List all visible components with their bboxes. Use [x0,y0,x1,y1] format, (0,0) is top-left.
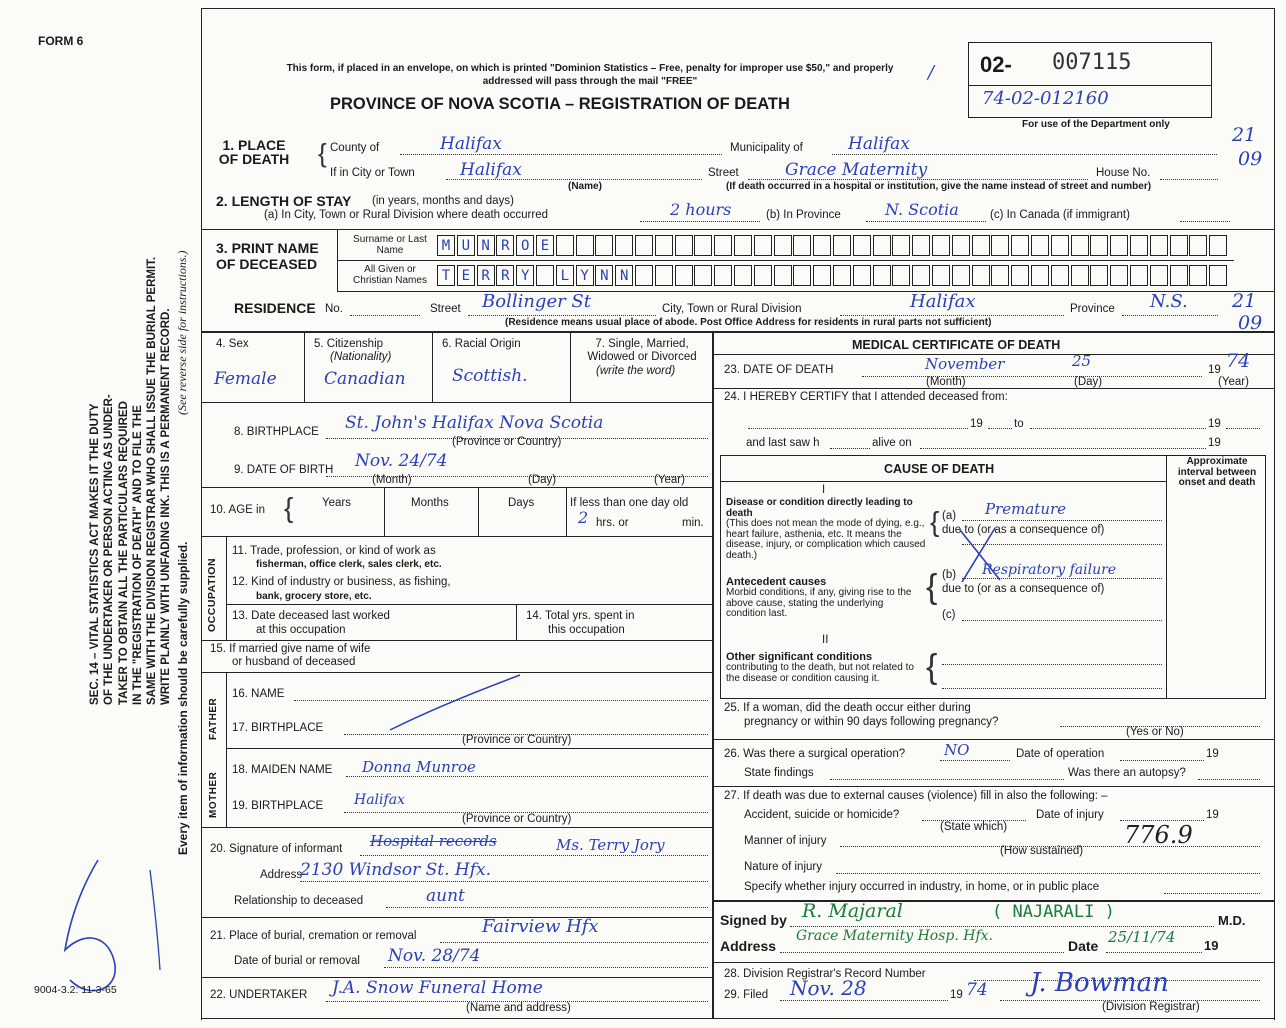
surname-letter-box[interactable] [1090,235,1108,256]
given-label: All Given or Christian Names [353,264,427,286]
surname-letter-box[interactable] [1011,235,1029,256]
undertaker-value[interactable]: J.A. Snow Funeral Home [332,978,543,998]
stay-b-value[interactable]: N. Scotia [885,200,959,219]
cause-b-value[interactable]: Respiratory failure [982,562,1117,578]
surgery-value[interactable]: NO [944,741,970,759]
physician-signature[interactable]: R. Majaral [802,900,903,922]
state-which-sub: (State which) [940,821,1008,833]
surname-letter-box[interactable] [714,235,732,256]
sec14-notice: SEC. 14 – VITAL STATISTICS ACT MAKES IT THE DUTY OF THE UNDERTAKER OR PERSON ACTING AS UNDER- TAKER TO OBTAIN ALL THE PARTICULARS REQUIRED IN THE "REGISTRATION OF DEATH" AND TO FILE THE SAME WITH THE DIVISION REGISTRAR WHO SHALL ISSUE THE BURIAL PERMIT. WRITE PLAINLY WITH UNFADING INK. THIS IS A PERMANENT RECORD. [89,256,173,705]
q26-label: 26. Was there a surgical operation? [724,748,906,760]
q25-label: 25. If a woman, did the death occur either during [724,702,971,714]
reverse-instructions: (See reverse side for instructions.) [175,250,189,415]
informant-address-label: Address [260,869,303,881]
surname-letter-box[interactable]: M [437,235,455,256]
q27-label: 27. If death was due to external causes (violence) fill in also the following: – [724,790,1108,802]
surname-letter-box[interactable] [853,235,871,256]
given-name-letter-box[interactable] [1189,265,1207,286]
surname-letter-box[interactable] [556,235,574,256]
street-label: Street [708,167,739,179]
alive-on-19: 19 [1208,437,1221,449]
brace-icon: { [318,138,327,168]
given-name-letter-box[interactable] [536,265,554,286]
city-label: If in City or Town [330,167,415,179]
autopsy-label: Was there an autopsy? [1068,767,1186,779]
hospital-note: (If death occurred in a hospital or institution, give the name instead of street and number) [726,181,1152,192]
cause-a-label: (a) [942,510,957,522]
father-side-label: FATHER [208,697,219,740]
surname-letter-box[interactable] [774,235,792,256]
q17-label: 17. BIRTHPLACE [232,722,324,734]
margin-scribble [40,830,180,1000]
name-note: (Name) [568,181,602,192]
surname-letter-box[interactable] [635,235,653,256]
occupation-side-label: OCCUPATION [206,557,218,632]
dept-use-note: For use of the Department only [1022,119,1170,130]
citizenship-label: 5. Citizenship [314,338,384,350]
attended-to: to [1014,418,1024,430]
age-days-label: Days [508,497,535,509]
given-name-letter-box[interactable] [991,265,1009,286]
every-item-notice: Every item of information should be carefully supplied. [176,541,190,855]
residence-city-label: City, Town or Rural Division [662,303,802,315]
informant-signature[interactable]: Ms. Terry Jory [556,836,665,854]
death-year-prefix: 19 [1208,364,1221,376]
q14-sub: this occupation [548,624,625,636]
surname-letter-box[interactable] [655,235,673,256]
mother-prov-sub: (Province or Country) [462,813,572,825]
given-name-letter-box[interactable] [912,265,930,286]
given-name-letter-box[interactable]: E [457,265,475,286]
strike-line [380,670,530,740]
q20-label: 20. Signature of informant [210,843,343,855]
q12-label: 12. Kind of industry or business, as fishing, [232,576,451,588]
surname-letter-box[interactable] [1051,235,1069,256]
q15-sub: or husband of deceased [232,656,356,668]
death-day-sub: (Day) [1074,376,1103,388]
municipality-value[interactable]: Halifax [848,134,910,154]
cause-code: 776.9 [1124,821,1193,849]
given-name-letter-box[interactable] [1071,265,1089,286]
given-name-letter-box[interactable] [1031,265,1049,286]
q19-label: 19. BIRTHPLACE [232,800,324,812]
medical-title: MEDICAL CERTIFICATE OF DEATH [852,338,1061,352]
given-name-letter-box[interactable] [932,265,950,286]
given-name-letter-box[interactable] [1150,265,1168,286]
due-to-a: due to (or as a consequence of) [942,524,1105,536]
accident-label: Accident, suicide or homicide? [744,809,900,821]
surname-letter-box[interactable] [932,235,950,256]
residence-no-label: No. [325,303,343,315]
age-hours-value[interactable]: 2 [578,508,589,527]
alive-on-label: alive on [872,437,912,449]
surname-letter-box[interactable] [1189,235,1207,256]
q25-sub: pregnancy or within 90 days following pregnancy? [744,716,999,728]
surname-letter-box[interactable]: U [457,235,475,256]
sign-date[interactable]: 25/11/74 [1108,928,1176,946]
last-saw-label: and last saw h [746,437,820,449]
surname-letter-box[interactable] [952,235,970,256]
given-name-letter-box[interactable] [972,265,990,286]
stay-c-label: (c) In Canada (if immigrant) [990,209,1130,221]
given-name-letter-box[interactable] [1011,265,1029,286]
given-name-letter-box[interactable]: R [477,265,495,286]
surname-letter-box[interactable] [813,235,831,256]
q13-label: 13. Date deceased last worked [232,610,390,622]
street-value[interactable]: Grace Maternity [785,160,928,180]
cause-b-label: (b) [942,569,957,581]
q12-sub: bank, grocery store, etc. [256,591,372,602]
cause-c-label: (c) [942,609,956,621]
stay-a-label: (a) In City, Town or Rural Division where death occurred [264,209,548,221]
filed-year[interactable]: 74 [966,980,988,1000]
citizenship-value[interactable]: Canadian [324,369,406,389]
county-label: County of [330,142,380,154]
reg-prefix: 02- [980,52,1012,77]
brace-icon: { [930,506,940,537]
given-name-letter-box[interactable] [853,265,871,286]
dob-label: 9. DATE OF BIRTH [234,464,334,476]
roman-two: II [822,634,829,646]
age-months-label: Months [411,497,449,509]
given-name-letter-box[interactable] [892,265,910,286]
place-of-death-label: 1. PLACE OF DEATH [218,137,290,167]
surname-letter-box[interactable] [972,235,990,256]
burial-date-label: Date of burial or removal [234,955,360,967]
manner-label: Manner of injury [744,835,827,847]
surname-letter-box[interactable] [991,235,1009,256]
antecedent-label: Antecedent causes [726,576,827,588]
less-day-label: If less than one day old [570,497,689,509]
given-name-letter-box[interactable] [1170,265,1188,286]
surname-letter-box[interactable]: O [516,235,534,256]
sex-value[interactable]: Female [214,369,277,389]
surname-letter-box[interactable] [576,235,594,256]
municipality-label: Municipality of [730,142,803,154]
surname-letter-box[interactable] [1150,235,1168,256]
q23-label: 23. DATE OF DEATH [724,364,834,376]
given-name-letter-box[interactable] [635,265,653,286]
surname-letter-box[interactable]: R [496,235,514,256]
q28-label: 28. Division Registrar's Record Number [724,968,926,980]
form-title: PROVINCE OF NOVA SCOTIA – REGISTRATION OF DEATH [330,95,790,113]
residence-city-value[interactable]: Halifax [910,291,976,312]
margin-code: 09 [1238,312,1263,334]
given-name-letter-box[interactable]: Y [576,265,594,286]
min-label: min. [682,517,704,529]
informant-struck[interactable]: Hospital records [370,832,497,850]
maiden-name-value[interactable]: Donna Munroe [362,758,476,776]
surname-letter-box[interactable] [1031,235,1049,256]
given-name-letter-box[interactable] [714,265,732,286]
relation-value[interactable]: aunt [426,886,465,906]
sign-19: 19 [1204,938,1219,953]
residence-street-value[interactable]: Bollinger St [482,291,591,312]
physician-address-label: Address [720,938,777,954]
given-name-letter-box[interactable] [793,265,811,286]
q29-label: 29. Filed [724,989,769,1001]
filed-19: 19 [950,989,963,1001]
q11-sub: fisherman, office clerk, sales clerk, etc. [256,559,442,570]
check-mark: / [928,62,935,83]
birthplace-sub: (Province or Country) [452,436,562,448]
given-name-letter-box[interactable] [655,265,673,286]
surname-letter-box[interactable] [615,235,633,256]
q14-label: 14. Total yrs. spent in [526,610,635,622]
signed-by-label: Signed by [720,912,787,928]
city-value[interactable]: Halifax [460,160,522,180]
stay-units: (in years, months and days) [372,195,514,207]
birthplace-label: 8. BIRTHPLACE [234,426,319,438]
how-sustained-sub: (How sustained) [1000,845,1084,857]
operation-19: 19 [1206,748,1219,760]
given-name-letter-box[interactable] [833,265,851,286]
given-name-letter-box[interactable]: N [615,265,633,286]
given-name-letter-box[interactable] [1110,265,1128,286]
racial-label: 6. Racial Origin [442,338,521,350]
given-name-letter-box[interactable] [675,265,693,286]
death-month[interactable]: November [925,355,1005,373]
nature-label: Nature of injury [744,861,822,873]
undertaker-sub: (Name and address) [466,1002,571,1014]
q13-sub: at this occupation [256,624,346,636]
surname-letter-box[interactable] [912,235,930,256]
other-conditions-note: contributing to the death, but not related to the disease or condition causing it. [726,662,914,684]
q18-label: 18. MAIDEN NAME [232,764,333,776]
margin-code: 21 [1232,124,1257,146]
racial-value[interactable]: Scottish. [452,366,528,386]
state-findings-label: State findings [744,767,814,779]
form-number: FORM 6 [38,34,84,48]
q22-label: 22. UNDERTAKER [210,989,308,1001]
stay-b-label: (b) In Province [766,209,841,221]
given-name-letter-box[interactable] [813,265,831,286]
brace-icon: { [284,492,294,523]
brace-icon: { [926,648,938,686]
surname-letter-box[interactable] [873,235,891,256]
mail-notice: This form, if placed in an envelope, on which is printed "Dominion Statistics – Free, penalty for improper use $50," and properly addressed will pass through the mail "FREE" [286,63,894,87]
attended-to-19: 19 [1208,418,1221,430]
mother-birthplace-value[interactable]: Halifax [354,792,405,808]
given-name-letter-box[interactable] [694,265,712,286]
citizenship-sub: (Nationality) [330,351,392,363]
surname-letter-box[interactable] [1071,235,1089,256]
given-name-letter-box[interactable]: R [496,265,514,286]
given-name-letter-box[interactable]: T [437,265,455,286]
antecedent-note: Morbid conditions, if any, giving rise to the above cause, stating the underlying condition last. [726,587,912,619]
direct-cause-label: Disease or condition directly leading to death [726,497,913,519]
q11-label: 11. Trade, profession, or kind of work as [232,545,436,557]
age-label: 10. AGE in [210,504,265,516]
cause-strike-mark [950,520,1010,590]
surname-letter-box[interactable] [1110,235,1128,256]
cause-a-value[interactable]: Premature [985,500,1067,518]
sign-date-label: Date [1068,938,1099,954]
given-name-letter-box[interactable] [1209,265,1227,286]
given-name-letter-box[interactable] [1130,265,1148,286]
death-year-sub: (Year) [1218,376,1249,388]
surname-letter-box[interactable] [1209,235,1227,256]
given-name-letter-box[interactable] [1090,265,1108,286]
length-of-stay-label: 2. LENGTH OF STAY [216,193,352,209]
dob-day-sub: (Day) [528,474,557,486]
given-name-letter-box[interactable] [1051,265,1069,286]
registrar-signature[interactable]: J. Bowman [1030,968,1169,998]
burial-date[interactable]: Nov. 28/74 [388,946,481,966]
md-label: M.D. [1218,913,1246,928]
father-prov-sub: (Province or Country) [462,734,572,746]
death-day[interactable]: 25 [1072,352,1092,370]
mother-side-label: MOTHER [208,771,219,818]
surname-letter-box[interactable] [595,235,613,256]
surname-letter-box[interactable] [754,235,772,256]
given-name-letter-box[interactable]: Y [516,265,534,286]
q24-label: 24. I HEREBY CERTIFY that I attended deceased from: [724,391,1008,403]
registrar-label: (Division Registrar) [1102,1001,1200,1013]
q21-label: 21. Place of burial, cremation or removal [210,930,417,942]
injury-19: 19 [1206,809,1219,821]
residence-province-value[interactable]: N.S. [1150,291,1188,312]
dob-month-sub: (Month) [372,474,412,486]
q15-label: 15. If married give name of wife [210,643,371,655]
due-to-b: due to (or as a consequence of) [942,583,1105,595]
physician-printed-name[interactable]: ( NAJARALI ) [992,902,1115,922]
date-operation-label: Date of operation [1016,748,1105,760]
house-label: House No. [1096,167,1151,179]
given-name-letter-box[interactable]: N [595,265,613,286]
surname-letter-box[interactable] [1170,235,1188,256]
marital-label: 7. Single, Married, Widowed or Divorced [587,338,697,363]
print-name-label: 3. PRINT NAME OF DECEASED [216,240,319,272]
given-name-letter-box[interactable] [734,265,752,286]
interval-header: Approximate interval between onset and death [1177,456,1257,488]
filed-date[interactable]: Nov. 28 [790,976,867,1000]
dob-year-sub: (Year) [654,474,685,486]
hrs-label: hrs. or [596,517,629,529]
marital-sub: (write the word) [596,365,676,377]
specify-label: Specify whether injury occurred in industry, in home, or in public place [744,881,1100,893]
death-year[interactable]: 74 [1226,350,1251,372]
roman-one: I [822,484,826,496]
given-name-letter-box[interactable]: L [556,265,574,286]
brace-icon: { [926,568,938,606]
date-injury-label: Date of injury [1036,809,1104,821]
q16-label: 16. NAME [232,688,285,700]
sex-label: 4. Sex [216,338,249,350]
dob-value[interactable]: Nov. 24/74 [355,451,448,471]
age-years-label: Years [322,497,351,509]
surname-letter-box[interactable] [793,235,811,256]
cause-title: CAUSE OF DEATH [884,462,995,476]
burial-place[interactable]: Fairview Hfx [482,916,599,937]
residence-province-label: Province [1070,303,1115,315]
margin-code: 21 [1232,290,1257,312]
relation-label: Relationship to deceased [234,895,364,907]
other-conditions-label: Other significant conditions [726,651,873,663]
death-month-sub: (Month) [926,376,966,388]
surname-letter-box[interactable]: N [477,235,495,256]
surname-letter-box[interactable] [675,235,693,256]
direct-cause-note: (This does not mean the mode of dying, e.g., heart failure, asthenia, etc. It means the disease, injury, or complication which caused death.) [726,518,926,561]
county-value[interactable]: Halifax [440,134,502,154]
residence-street-label: Street [430,303,461,315]
given-name-letter-box[interactable] [774,265,792,286]
given-name-letter-box[interactable] [754,265,772,286]
residence-label: RESIDENCE [234,300,316,316]
footer-code: 9004-3.2: 11-3-65 [34,984,117,996]
surname-letter-box[interactable] [1130,235,1148,256]
surname-letter-box[interactable] [694,235,712,256]
surname-letter-box[interactable]: E [536,235,554,256]
given-name-letter-box[interactable] [952,265,970,286]
physician-address[interactable]: Grace Maternity Hosp. Hfx. [796,928,993,944]
surname-letter-box[interactable] [833,235,851,256]
reg-handwritten: 74-02-012160 [982,88,1109,109]
stay-a-value[interactable]: 2 hours [670,200,732,219]
reg-number: 007115 [1052,50,1132,75]
informant-address[interactable]: 2130 Windsor St. Hfx. [300,860,491,880]
margin-code: 09 [1238,148,1263,170]
given-name-letter-box[interactable] [873,265,891,286]
residence-note: (Residence means usual place of abode. Post Office Address for residents in rural parts not sufficient) [505,317,992,328]
surname-letter-box[interactable] [734,235,752,256]
attended-from-19: 19 [970,418,983,430]
surname-label: Surname or Last Name [353,234,427,256]
birthplace-value[interactable]: St. John's Halifax Nova Scotia [345,413,604,433]
yes-no-sub: (Yes or No) [1126,726,1184,738]
surname-letter-box[interactable] [892,235,910,256]
